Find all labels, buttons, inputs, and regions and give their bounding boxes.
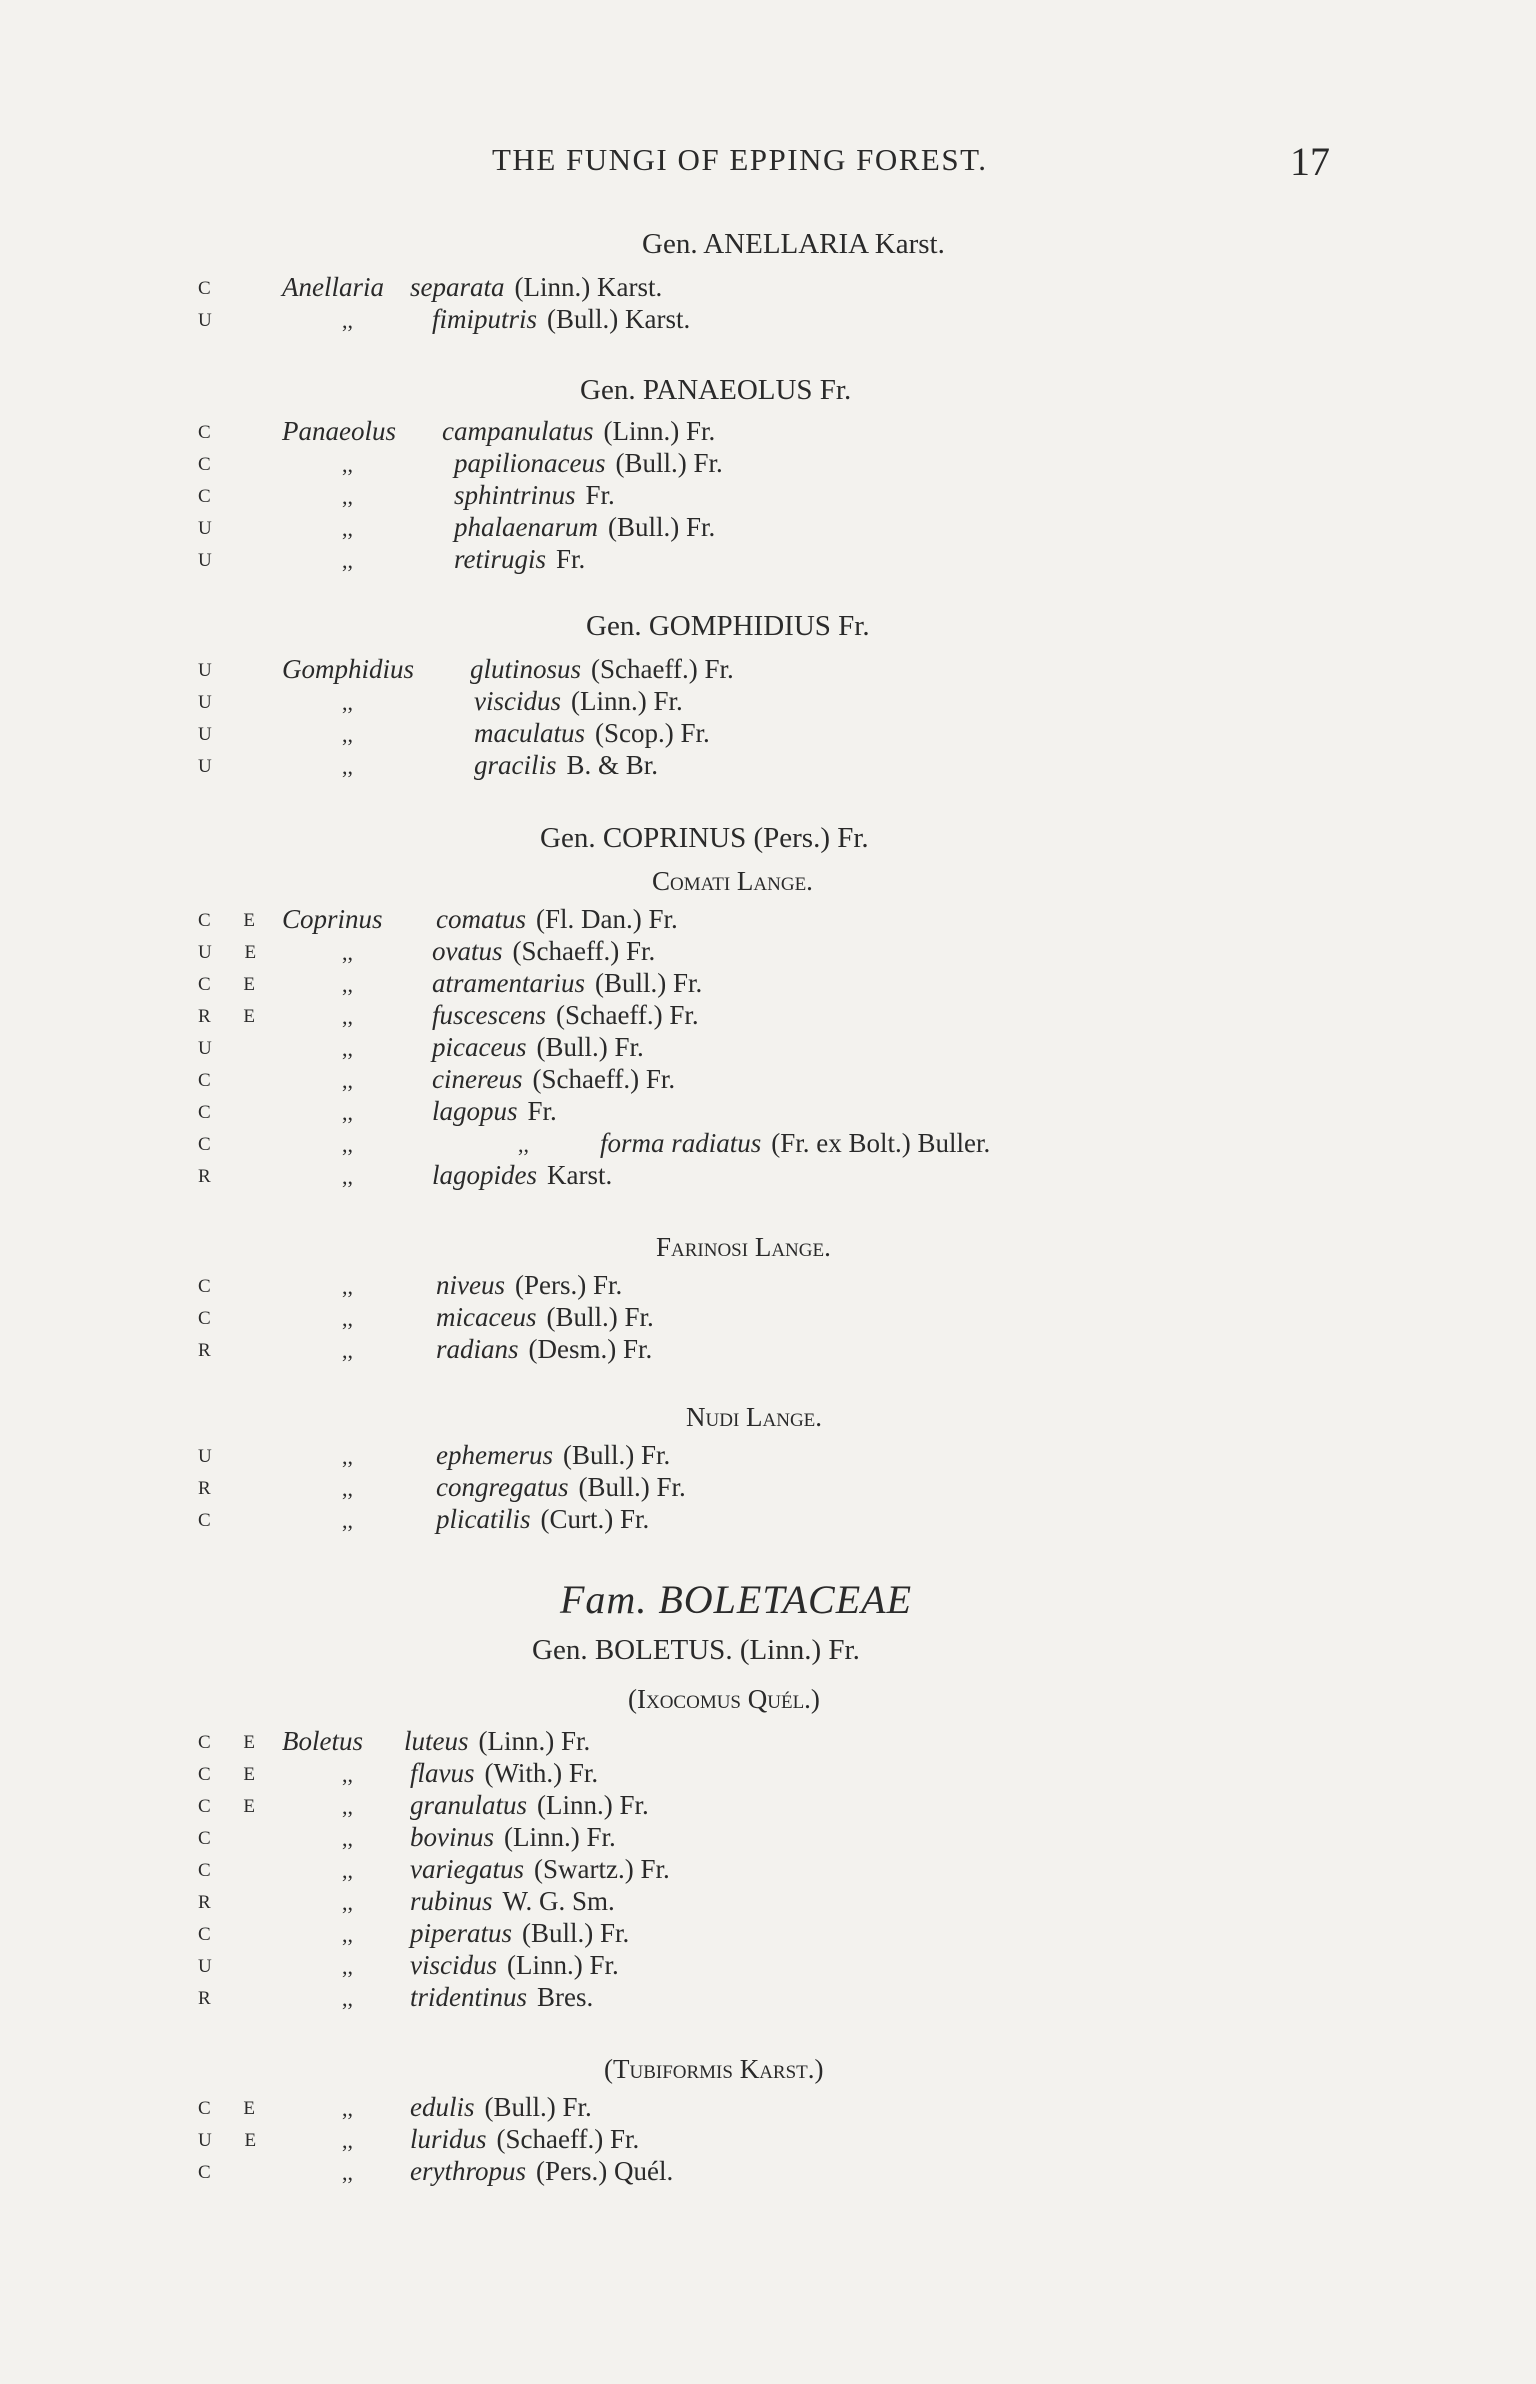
species-entry [0,1334,1536,1366]
authority: (Swartz.) Fr. [534,1854,670,1884]
species-entry [0,1504,1536,1536]
ditto-mark: ,, [518,1132,529,1157]
species-entry [0,750,1536,782]
species-entry [0,1854,1536,1886]
species-name: micaceus (Bull.) Fr. [436,1302,654,1332]
frequency-code: C E [198,1796,270,1817]
frequency-code: C [198,1860,225,1881]
species-entry [0,2156,1536,2188]
species-entry [0,718,1536,750]
species-name: lagopus Fr. [432,1096,557,1126]
frequency-code: U [198,756,226,777]
frequency-code: C [198,2162,225,2183]
ditto-mark: ,, [342,516,353,541]
species-entry [0,1270,1536,1302]
genus-name: Anellaria [282,272,384,302]
authority: (Desm.) Fr. [528,1334,653,1364]
authority: (Linn.) Fr. [571,686,683,716]
species-entry [0,1128,1536,1160]
frequency-code: C [198,422,225,443]
species-name: separata (Linn.) Karst. [410,272,663,302]
frequency-code: C E [198,974,270,995]
genus-name: Boletus [282,1726,363,1756]
genus-heading: Gen. ANELLARIA Karst. [642,228,945,260]
species-entry [0,1032,1536,1064]
frequency-code: C [198,486,225,507]
authority: (Pers.) Fr. [514,1270,623,1300]
ditto-mark: ,, [342,722,353,747]
frequency-code: R [198,1166,225,1187]
species-entry [0,904,1536,936]
frequency-code: U [198,518,226,539]
species-name: granulatus (Linn.) Fr. [410,1790,649,1820]
species-name: ephemerus (Bull.) Fr. [436,1440,671,1470]
authority: W. G. Sm. [502,1886,615,1916]
ditto-mark: ,, [342,548,353,573]
frequency-code: U E [198,942,271,963]
authority: (Bull.) Fr. [615,448,723,478]
species-name: retirugis Fr. [454,544,586,574]
frequency-code: R [198,1340,225,1361]
species-name: plicatilis (Curt.) Fr. [436,1504,650,1534]
species-name: gracilis B. & Br. [474,750,659,780]
authority: (Fr. ex Bolt.) Buller. [771,1128,991,1158]
ditto-mark: ,, [342,1508,353,1533]
authority: (Linn.) Fr. [504,1822,616,1852]
species-entry [0,1886,1536,1918]
frequency-code: C [198,1070,225,1091]
genus-name: Coprinus [282,904,383,934]
frequency-code: U [198,1446,226,1467]
section-subheading: (Tubiformis Karst.) [604,2054,824,2084]
species-name: radians (Desm.) Fr. [436,1334,653,1364]
species-name: atramentarius (Bull.) Fr. [432,968,703,998]
ditto-mark: ,, [342,1444,353,1469]
frequency-code: U [198,724,226,745]
authority: Fr. [556,544,586,574]
frequency-code: C E [198,910,270,931]
authority: (Schaeff.) Fr. [532,1064,676,1094]
species-name: maculatus (Scop.) Fr. [474,718,710,748]
species-name: cinereus (Schaeff.) Fr. [432,1064,676,1094]
ditto-mark: ,, [342,1794,353,1819]
authority: (Bull.) Fr. [536,1032,644,1062]
species-name: campanulatus (Linn.) Fr. [442,416,716,446]
authority: (Linn.) Karst. [514,272,663,302]
frequency-code: C E [198,1764,270,1785]
species-entry [0,448,1536,480]
species-entry [0,686,1536,718]
authority: (Bull.) Karst. [547,304,691,334]
authority: (Linn.) Fr. [478,1726,591,1756]
ditto-mark: ,, [342,1306,353,1331]
ditto-mark: ,, [342,484,353,509]
genus-heading: Gen. GOMPHIDIUS Fr. [586,610,870,642]
ditto-mark: ,, [342,754,353,779]
authority: B. & Br. [566,750,659,780]
ditto-mark: ,, [342,1826,353,1851]
frequency-code: U [198,692,226,713]
species-entry [0,1472,1536,1504]
species-name: variegatus (Swartz.) Fr. [410,1854,670,1884]
frequency-code: U [198,310,226,331]
species-entry [0,1302,1536,1334]
section-subheading: (Ixocomus Quél.) [628,1684,820,1714]
authority: (Linn.) Fr. [537,1790,649,1820]
species-name: piperatus (Bull.) Fr. [410,1918,630,1948]
authority: Fr. [585,480,615,510]
section-subheading: Farinosi Lange. [656,1232,831,1262]
ditto-mark: ,, [342,972,353,997]
species-entry [0,1160,1536,1192]
species-entry [0,936,1536,968]
frequency-code: C E [198,2098,270,2119]
frequency-code: R [198,1988,225,2009]
species-name: edulis (Bull.) Fr. [410,2092,592,2122]
authority: (Schaeff.) Fr. [591,654,734,684]
species-entry [0,544,1536,576]
species-entry [0,272,1536,304]
frequency-code: C [198,1134,225,1155]
species-entry [0,1918,1536,1950]
species-name: phalaenarum (Bull.) Fr. [454,512,716,542]
species-name: picaceus (Bull.) Fr. [432,1032,644,1062]
ditto-mark: ,, [342,1100,353,1125]
family-heading: Fam. BOLETACEAE [560,1577,913,1622]
ditto-mark: ,, [342,1476,353,1501]
ditto-mark: ,, [342,940,353,965]
ditto-mark: ,, [342,1986,353,2011]
authority: (Schaeff.) Fr. [512,936,656,966]
species-name: luridus (Schaeff.) Fr. [410,2124,640,2154]
authority: Karst. [547,1160,613,1190]
species-entry [0,1758,1536,1790]
species-name: fuscescens (Schaeff.) Fr. [432,1000,699,1030]
species-name: erythropus (Pers.) Quél. [410,2156,674,2186]
species-entry [0,480,1536,512]
species-name: lagopides Karst. [432,1160,613,1190]
ditto-mark: ,, [342,1954,353,1979]
species-name: bovinus (Linn.) Fr. [410,1822,616,1852]
species-entry [0,1726,1536,1758]
species-name: viscidus (Linn.) Fr. [474,686,683,716]
species-entry [0,654,1536,686]
species-name: papilionaceus (Bull.) Fr. [454,448,723,478]
authority: (Bull.) Fr. [522,1918,630,1948]
species-entry [0,1096,1536,1128]
authority: (Bull.) Fr. [608,512,716,542]
ditto-mark: ,, [342,1858,353,1883]
species-entry [0,1000,1536,1032]
species-entry [0,1822,1536,1854]
species-name: sphintrinus Fr. [454,480,615,510]
ditto-mark: ,, [342,1890,353,1915]
genus-heading: Gen. COPRINUS (Pers.) Fr. [540,822,869,854]
authority: (Scop.) Fr. [595,718,710,748]
species-entry [0,512,1536,544]
species-entry [0,1790,1536,1822]
authority: (Bull.) Fr. [484,2092,592,2122]
authority: (With.) Fr. [484,1758,599,1788]
authority: (Linn.) Fr. [507,1950,619,1980]
ditto-mark: ,, [342,1036,353,1061]
section-subheading: Comati Lange. [652,866,813,896]
ditto-mark: ,, [342,308,353,333]
species-name: luteus (Linn.) Fr. [404,1726,591,1756]
frequency-code: C [198,1308,225,1329]
ditto-mark: ,, [342,1338,353,1363]
ditto-mark: ,, [342,1274,353,1299]
genus-name: Gomphidius [282,654,415,684]
page-number: 17 [1290,139,1330,184]
species-name: fimiputris (Bull.) Karst. [432,304,691,334]
species-name: glutinosus (Schaeff.) Fr. [470,654,734,684]
ditto-mark: ,, [342,1068,353,1093]
authority: Fr. [527,1096,557,1126]
ditto-mark: ,, [342,1132,353,1157]
authority: (Bull.) Fr. [595,968,703,998]
frequency-code: C [198,1924,225,1945]
authority: (Curt.) Fr. [540,1504,650,1534]
species-name: tridentinus Bres. [410,1982,594,2012]
genus-heading: Gen. BOLETUS. (Linn.) Fr. [532,1634,860,1666]
ditto-mark: ,, [342,1922,353,1947]
frequency-code: C [198,454,225,475]
ditto-mark: ,, [342,1164,353,1189]
ditto-mark: ,, [342,452,353,477]
ditto-mark: ,, [342,690,353,715]
species-entry [0,416,1536,448]
species-name: forma radiatus (Fr. ex Bolt.) Buller. [600,1128,991,1158]
authority: (Pers.) Quél. [536,2156,674,2186]
ditto-mark: ,, [342,1004,353,1029]
frequency-code: R [198,1478,225,1499]
frequency-code: R [198,1892,225,1913]
frequency-code: C E [198,1732,270,1753]
authority: (Fl. Dan.) Fr. [536,904,678,934]
authority: (Schaeff.) Fr. [555,1000,699,1030]
ditto-mark: ,, [342,2160,353,2185]
authority: (Bull.) Fr. [578,1472,686,1502]
authority: (Linn.) Fr. [603,416,716,446]
frequency-code: R E [198,1006,270,1027]
genus-heading: Gen. PANAEOLUS Fr. [580,374,852,406]
species-entry [0,1440,1536,1472]
authority: (Bull.) Fr. [562,1440,671,1470]
genus-name: Panaeolus [282,416,396,446]
species-entry [0,2124,1536,2156]
frequency-code: U E [198,2130,271,2151]
species-name: congregatus (Bull.) Fr. [436,1472,686,1502]
section-subheading: Nudi Lange. [686,1402,823,1432]
frequency-code: U [198,550,226,571]
frequency-code: C [198,1276,225,1297]
running-head: THE FUNGI OF EPPING FOREST. [492,142,988,177]
species-entry [0,1950,1536,1982]
species-name: viscidus (Linn.) Fr. [410,1950,619,1980]
species-name: rubinus W. G. Sm. [410,1886,615,1916]
species-entry [0,304,1536,336]
frequency-code: U [198,660,226,681]
authority: (Schaeff.) Fr. [496,2124,640,2154]
species-name: ovatus (Schaeff.) Fr. [432,936,656,966]
frequency-code: U [198,1956,226,1977]
ditto-mark: ,, [342,2096,353,2121]
authority: Bres. [537,1982,594,2012]
frequency-code: U [198,1038,226,1059]
species-entry [0,1982,1536,2014]
species-entry [0,2092,1536,2124]
frequency-code: C [198,1102,225,1123]
species-name: comatus (Fl. Dan.) Fr. [436,904,678,934]
ditto-mark: ,, [342,2128,353,2153]
ditto-mark: ,, [342,1762,353,1787]
authority: (Bull.) Fr. [546,1302,654,1332]
frequency-code: C [198,278,225,299]
frequency-code: C [198,1510,225,1531]
frequency-code: C [198,1828,225,1849]
species-entry [0,1064,1536,1096]
species-name: niveus (Pers.) Fr. [436,1270,623,1300]
species-name: flavus (With.) Fr. [410,1758,599,1788]
species-entry [0,968,1536,1000]
